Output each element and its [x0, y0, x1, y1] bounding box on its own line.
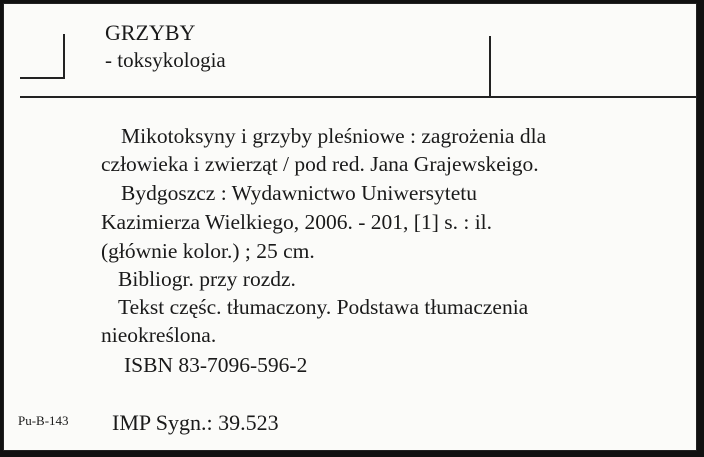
entry-line-translation-note: Tekst częśc. tłumaczony. Podstawa tłumaczenia: [118, 295, 529, 319]
entry-line-title: Mikotoksyny i grzyby pleśniowe : zagrożenia dla: [121, 124, 547, 148]
entry-line-isbn: ISBN 83-7096-596-2: [124, 353, 308, 377]
call-number: IMP Sygn.: 39.523: [112, 410, 279, 435]
signature-code: Pu-B-143: [18, 413, 69, 428]
catalog-card: [3, 3, 697, 451]
entry-line-publisher: Bydgoszcz : Wydawnictwo Uniwersytetu: [121, 181, 477, 205]
corner-mark-horizontal: [20, 77, 65, 79]
heading-divider-vertical: [489, 36, 491, 98]
subject-heading: GRZYBY: [105, 20, 196, 45]
entry-line-publication: Kazimierza Wielkiego, 2006. - 201, [1] s. : il.: [101, 210, 493, 234]
corner-mark-vertical: [63, 34, 65, 79]
subject-subheading: - toksykologia: [105, 48, 226, 72]
heading-divider-horizontal: [20, 96, 696, 98]
entry-line-bibliography-note: Bibliogr. przy rozdz.: [118, 267, 296, 291]
entry-line-physical: (głównie kolor.) ; 25 cm.: [101, 239, 315, 263]
entry-line-responsibility: człowieka i zwierząt / pod red. Jana Grajewskeigo.: [101, 152, 539, 176]
entry-line-translation-note-cont: nieokreślona.: [101, 323, 217, 347]
